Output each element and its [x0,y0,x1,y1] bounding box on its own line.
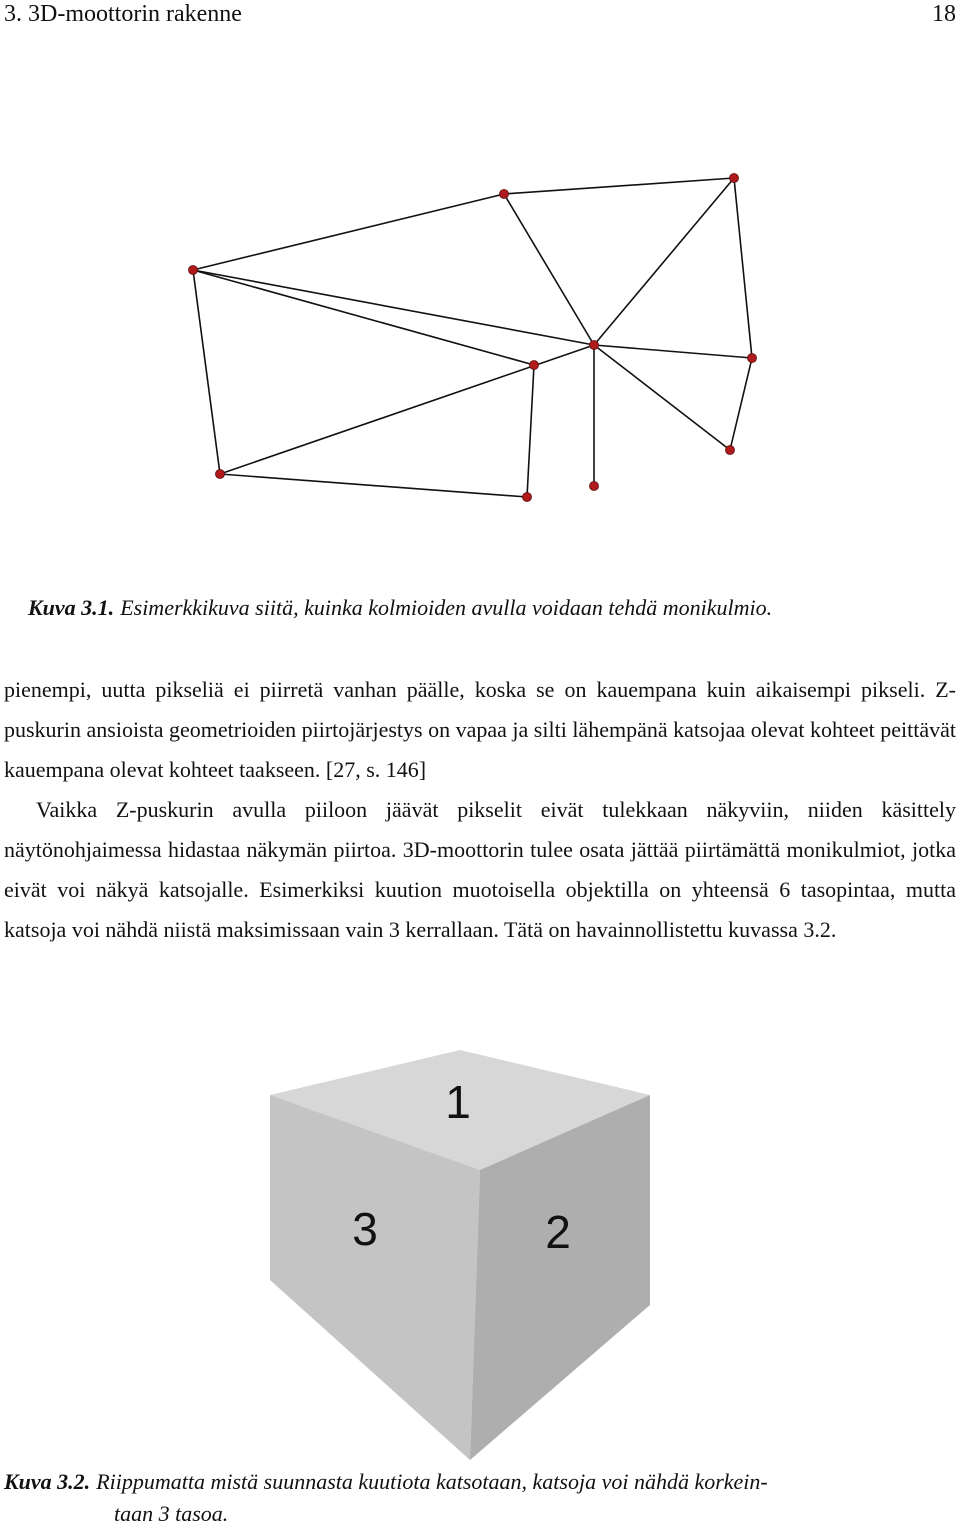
triangle-edge [594,178,734,345]
triangle-edge [734,178,752,358]
polygon-vertex [500,190,509,199]
triangle-edge [504,194,594,345]
triangle-edge [527,365,534,497]
triangle-edge [193,270,534,365]
triangle-edge [193,270,594,345]
page-number: 18 [932,1,956,27]
figure-2-label: Kuva 3.2. [4,1469,91,1494]
polygon-vertex [523,493,532,502]
polygon-vertex [748,354,757,363]
cube-figure [260,1040,680,1470]
chapter-title: 3. 3D-moottorin rakenne [4,1,242,27]
polygon-vertex [216,470,225,479]
triangle-edges [193,178,752,497]
paragraph: pienempi, uutta pikseliä ei piirretä vanhan päälle, koska se on kauempana kuin aikaisempi pikseli. Z-puskurin ansioista geometrioiden piirtojärjestys on vapaa ja silti lähempänä katsojaa olevat kohteet peittävät kauempana olevat kohteet taakseen. [27, s. 146] [4,677,956,782]
polygon-vertex [726,446,735,455]
triangle-edge [193,194,504,270]
figure-1-label: Kuva 3.1. [28,595,115,620]
cube-face-label-right: 2 [545,1206,571,1258]
polygon-vertex [590,482,599,491]
cube-face-label-top: 1 [445,1076,471,1128]
triangle-edge [594,345,752,358]
polygon-triangulation-figure [0,160,960,510]
triangle-edge [220,474,527,497]
cube-face-label-left: 3 [352,1203,378,1255]
polygon-vertex [530,361,539,370]
triangle-edge [594,345,730,450]
figure-2-caption-line-2: taan 3 tasoa. [114,1501,229,1526]
body-text [4,670,956,950]
polygon-vertex [730,174,739,183]
polygon-vertex [189,266,198,275]
polygon-vertex [590,341,599,350]
triangle-edge [730,358,752,450]
triangle-edge [504,178,734,194]
figure-2-caption [4,1466,956,1530]
figure-2-caption-line-1: Riippumatta mistä suunnasta kuutiota katsotaan, katsoja voi nähdä korkein- [96,1469,768,1494]
triangle-vertices [189,174,757,502]
paragraph: Vaikka Z-puskurin avulla piiloon jäävät pikselit eivät tulekkaan näkyviin, niiden käsittely näytönohjaimessa hidastaa näkymän piirtoa. 3D-moottorin tulee osata jättää piirtämättä monikulmiot, jotka eivät voi näkyä katsojalle. Esimerkiksi kuution muotoisella objektilla on yhteensä 6 tasopintaa, mutta katsoja voi nähdä niistä maksimissaan vain 3 kerrallaan. Tätä on havainnollistettu kuvassa 3.2. [4,797,956,942]
triangle-edge [193,270,220,474]
page-header [4,0,956,30]
figure-1-caption [28,592,932,624]
figure-1-caption-text: Esimerkkikuva siitä, kuinka kolmioiden avulla voidaan tehdä monikulmio. [120,595,773,620]
